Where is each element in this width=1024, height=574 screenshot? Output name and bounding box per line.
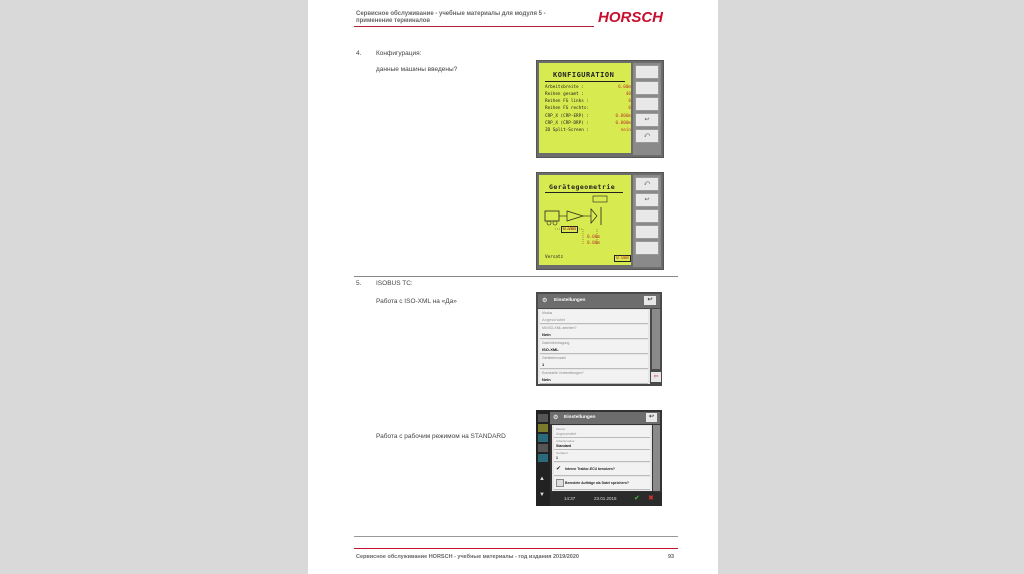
header-title: Сервисное обслуживание - учебные материалы для модуля 5 - применение терминалов <box>356 11 546 24</box>
section4-number: 4. <box>356 50 362 57</box>
list-item[interactable]: Modus Angeschaltet <box>540 310 648 324</box>
back-icon[interactable]: ↩ <box>644 296 656 305</box>
config-row: CRP_X (CRP-DRP) : 0.000m <box>545 121 631 126</box>
tool-icon[interactable] <box>538 444 548 452</box>
config-row: Arbeitsbreite : 6.00m <box>545 85 631 90</box>
section5-item1: Работа с ISO-XML на «Да» <box>376 298 457 305</box>
list-item[interactable]: Gerätenr. 1 <box>554 450 650 462</box>
gear-icon: ⚙ <box>542 298 548 304</box>
geometry-lcd <box>539 175 631 265</box>
settings-title: Einstellungen <box>554 298 586 303</box>
section4-title: Конфигурация: <box>376 50 422 57</box>
section4-question: данные машины введены? <box>376 66 458 73</box>
settings-title: Einstellungen <box>564 415 596 420</box>
list-item[interactable]: Arbeitsmodus Standard <box>554 438 650 450</box>
config-row: Reihen FG rechts: 0 <box>545 106 631 111</box>
config-row: Reihen gesamt : 40 <box>545 92 631 97</box>
settings-list <box>552 425 652 491</box>
section5-title: ISOBUS TC: <box>376 280 413 287</box>
softkey-button[interactable] <box>635 65 659 79</box>
config-title: KONFIGURATION <box>553 71 615 79</box>
geometry-title: Gerätegeometrie <box>549 183 616 191</box>
checkmark-icon[interactable]: ✔ <box>556 466 562 472</box>
list-item[interactable]: Mit ISO-XML arbeiten? Nein <box>540 325 648 339</box>
arrow-up-icon[interactable]: ▲ <box>539 476 545 482</box>
config-row: 3D Split-Screen : nein <box>545 128 631 133</box>
confirm-icon[interactable]: ✔ <box>634 495 640 502</box>
tool-icon[interactable] <box>538 424 548 432</box>
settings-terminal-2 <box>536 410 662 506</box>
softkey-button[interactable] <box>635 97 659 111</box>
checkbox-item[interactable]: ✔ Interne Traktor-ECU benutzen? <box>554 463 650 476</box>
config-terminal <box>536 60 664 158</box>
scrollbar[interactable] <box>652 309 660 369</box>
back-icon[interactable]: ↩ <box>646 413 657 422</box>
scrollbar[interactable] <box>653 425 660 491</box>
footer-divider <box>354 548 678 549</box>
list-item[interactable]: Eventuelle Vorbereitungen? Nein <box>540 370 648 384</box>
softkey-button[interactable] <box>635 225 659 239</box>
geometry-value: 0.00m <box>587 235 600 240</box>
section-divider <box>354 276 678 277</box>
list-item[interactable]: Modus Angeschaltet <box>554 426 650 438</box>
settings-list <box>538 309 650 384</box>
settings-header <box>550 412 660 424</box>
softkey-button[interactable] <box>635 81 659 95</box>
settings-header <box>538 294 660 308</box>
settings-terminal-1 <box>536 292 662 386</box>
config-softkey-bar <box>633 63 661 155</box>
left-toolbar <box>536 410 550 506</box>
versatz-row: Versatz 0.00m <box>545 255 629 261</box>
config-title-underline <box>545 81 625 82</box>
gear-icon: ⚙ <box>553 415 559 421</box>
return-icon[interactable]: ↩ <box>635 193 659 207</box>
checkbox-item[interactable]: Beendete Aufträge als Datei speichern? <box>554 477 650 490</box>
config-row: CRP_X (CRP-ERP) : 0.000m <box>545 114 631 119</box>
section5-item2: Работа с рабочим режимом на STANDARD <box>376 433 506 440</box>
arrow-down-icon[interactable]: ▼ <box>539 492 545 498</box>
checkbox-icon[interactable] <box>556 479 564 487</box>
geometry-terminal <box>536 172 664 270</box>
page-number: 93 <box>668 554 675 560</box>
clock-date: 23.01.2018 <box>594 496 617 501</box>
geometry-value: 0.00m <box>563 227 576 232</box>
return-icon[interactable]: ↩ <box>635 113 659 127</box>
list-item[interactable]: Gerätekennzahl 1 <box>540 355 648 369</box>
softkey-button[interactable] <box>635 209 659 223</box>
exit-icon[interactable]: ⇦ <box>651 372 661 382</box>
return-alt-icon[interactable]: ⤺ <box>635 129 659 143</box>
config-lcd <box>539 63 631 153</box>
tool-icon[interactable] <box>538 434 548 442</box>
footer-text: Сервисное обслуживание HORSCH - учебные материалы - год издания 2019/2020 <box>356 554 579 560</box>
softkey-button[interactable] <box>635 241 659 255</box>
tool-icon[interactable] <box>538 454 548 462</box>
header-divider <box>354 26 594 27</box>
list-item[interactable]: Datenübertragung ISO-XML <box>540 340 648 354</box>
geometry-value: 0.00m <box>587 241 600 246</box>
tool-icon[interactable] <box>538 414 548 422</box>
config-row: Reihen FG links : 0 <box>545 99 631 104</box>
clock-time: 14:37 <box>564 496 576 501</box>
horsch-logo: HORSCH <box>598 9 664 26</box>
section5-number: 5. <box>356 280 362 287</box>
cancel-icon[interactable]: ✖ <box>648 495 654 502</box>
return-alt-icon[interactable]: ⤺ <box>635 177 659 191</box>
document-page <box>308 0 718 574</box>
geometry-softkey-bar <box>633 175 661 267</box>
footer-top-divider <box>354 536 678 537</box>
status-bar <box>550 492 662 506</box>
